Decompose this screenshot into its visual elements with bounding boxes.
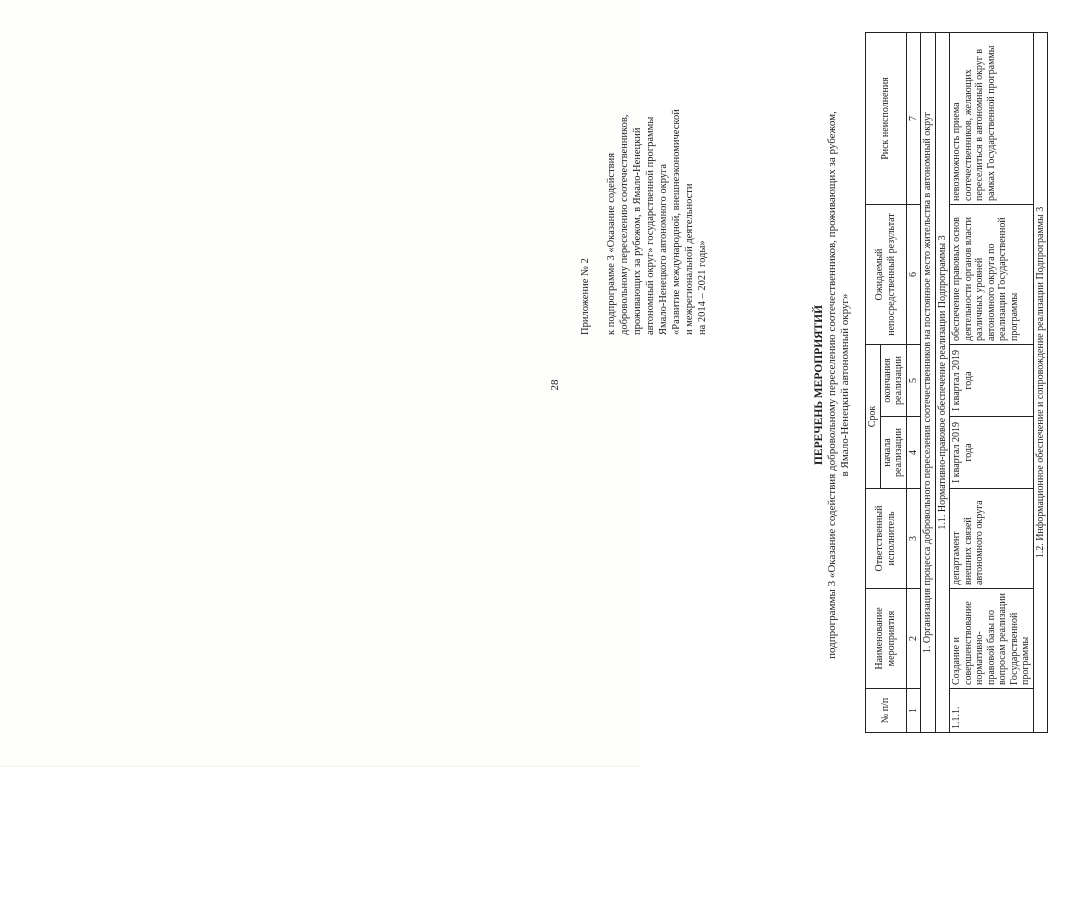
col-number: 7 [906, 33, 921, 205]
appendix-line: и межрегиональной деятельности [684, 183, 695, 335]
col-number: 4 [906, 417, 921, 489]
appendix-line: добровольному переселению соотечественников, [619, 114, 630, 335]
appendix-block [579, 15, 709, 335]
measures-table [865, 32, 1048, 733]
row-risk: невозможность приема соотечественников, желающих переселиться в автономный округ в рамках Государственной программы [950, 33, 1034, 205]
column-numbers-row [906, 33, 921, 733]
section-title: 1. Организация процесса добровольного переселения соотечественников на постоянное место жительства в автономный округ [921, 33, 936, 733]
appendix-line: проживающих за рубежом, в Ямало-Ненецкий [632, 127, 643, 335]
row-num: 1.1.1. [950, 689, 1034, 733]
header-name: Наименование мероприятия [866, 589, 907, 689]
row-start: I квартал 2019 года [950, 417, 1034, 489]
appendix-line: автономный округ» государственной программы [645, 116, 656, 335]
heading-line: в Ямало-Ненецкий автономный округ» [839, 293, 851, 477]
header-term: Срок [866, 345, 881, 489]
row-result: обеспечение правовых основ деятельности органов власти различных уровней автономного округа по реализации Государственной программы [950, 205, 1034, 345]
subsection-row [935, 33, 950, 733]
appendix-line: на 2014 – 2021 годы» [697, 240, 708, 335]
header-term-end: окончания реализации [880, 345, 906, 417]
table-header-row [866, 33, 881, 733]
row-name: Создание и совершенствование нормативно-правовой базы по вопросам реализации Государственной программы [950, 589, 1034, 689]
header-term-start: начала реализации [880, 417, 906, 489]
appendix-line: к подпрограмме 3 «Оказание содействия [606, 152, 617, 335]
subsection-title: 1.2. Информационное обеспечение и сопровождение реализации Подпрограммы 3 [1033, 33, 1048, 733]
col-number: 3 [906, 489, 921, 589]
document-heading [813, 15, 852, 755]
row-end: I квартал 2019 года [950, 345, 1034, 417]
page-number: 28 [549, 379, 561, 391]
col-number: 5 [906, 345, 921, 417]
section-row [921, 33, 936, 733]
heading-title: ПЕРЕЧЕНЬ МЕРОПРИЯТИЙ [813, 304, 825, 466]
header-risk: Риск неисполнения [866, 33, 907, 205]
col-number: 6 [906, 205, 921, 345]
measures-table-wrap [865, 33, 1048, 733]
subsection-title: 1.1. Нормативно-правовое обеспечение реализации Подпрограммы 3 [935, 33, 950, 733]
col-number: 2 [906, 589, 921, 689]
row-executor: департамент внешних связей автономного округа [950, 489, 1034, 589]
header-result: Ожидаемый непосредственный результат [866, 205, 907, 345]
header-num: № п/п [866, 689, 907, 733]
heading-line: подпрограммы 3 «Оказание содействия добровольному переселению соотечественников, проживающих за рубежом, [826, 111, 838, 659]
col-number: 1 [906, 689, 921, 733]
appendix-line: «Развитие международной, внешнеэкономической [671, 109, 682, 335]
rotated-document [545, 0, 1075, 729]
appendix-line: Ямало-Ненецкого автономного округа [658, 163, 669, 335]
table-row [950, 33, 1034, 733]
header-executor: Ответственный исполнитель [866, 489, 907, 589]
subsection-row [1033, 33, 1048, 733]
appendix-title: Приложение № 2 [580, 258, 591, 335]
scan-margin [0, 766, 640, 906]
